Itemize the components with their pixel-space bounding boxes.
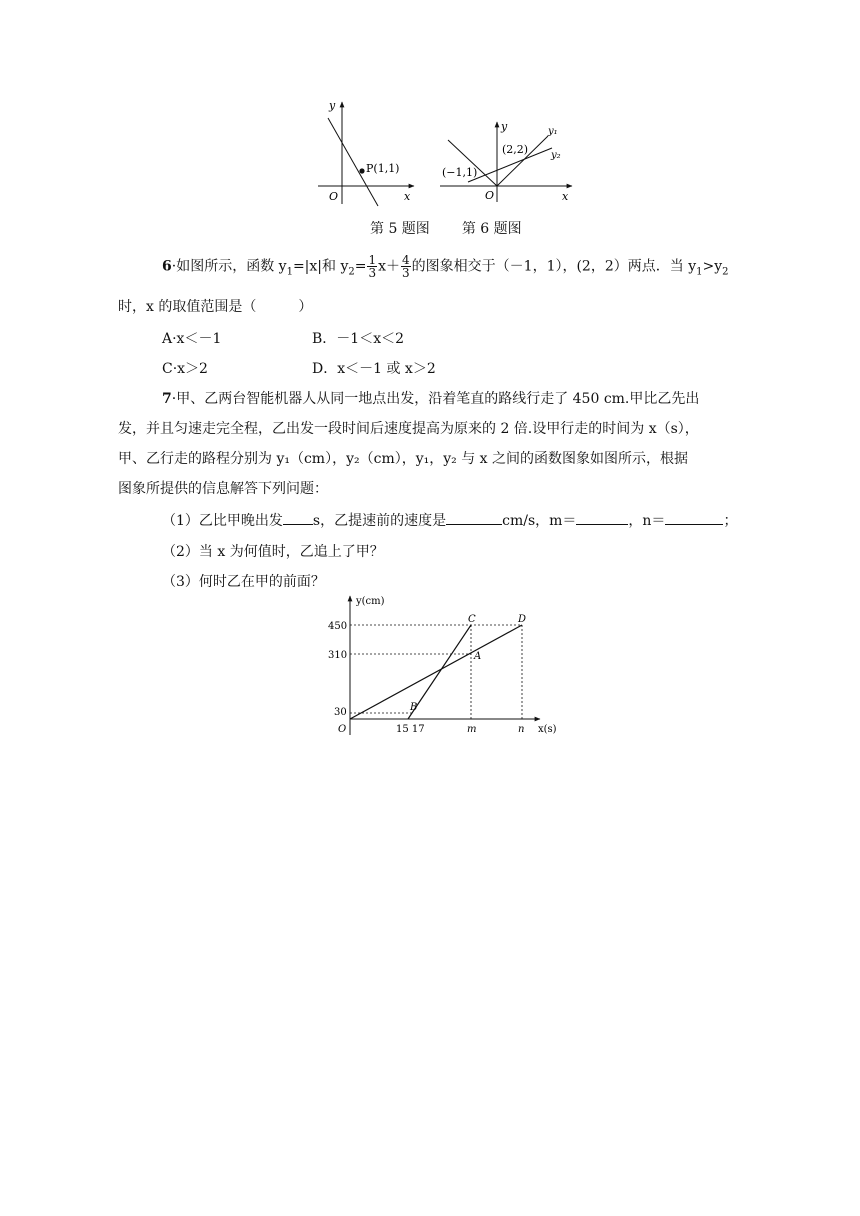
- fig7-tick-310: 310: [328, 650, 348, 661]
- fig7-line-yi: [408, 625, 471, 719]
- q7-stem-line1: 7·甲、乙两台智能机器人从同一地点出发，沿着笔直的路线行走了 450 cm.甲比乙先出: [162, 391, 700, 407]
- q6-fraction-2: $\frac{4}{3}$: [402, 253, 410, 280]
- fig6-y-label: y: [501, 120, 508, 133]
- q6-option-c: C·x＞2: [162, 361, 208, 377]
- q6-text-b: =|x|和 y: [292, 258, 349, 275]
- figure-7-graph: [328, 590, 560, 740]
- fig7-y-label: y(cm): [356, 596, 385, 607]
- answer-blank-1[interactable]: [283, 512, 313, 525]
- answer-blank-2[interactable]: [446, 512, 502, 525]
- answer-blank-4[interactable]: [665, 512, 723, 525]
- fig7-point-b: B: [410, 702, 418, 713]
- q6-option-a: A·x＜－1: [162, 331, 222, 347]
- q6-option-b: B．－1＜x＜2: [312, 331, 404, 347]
- fig7-tick-30: 30: [334, 707, 347, 718]
- q6-text-a: ·如图所示，函数 y: [171, 258, 287, 275]
- fig5-y-label: y: [329, 99, 336, 112]
- fig5-origin: O: [329, 190, 339, 203]
- fig7-point-d: D: [518, 614, 527, 625]
- fig7-line-jia: [350, 625, 522, 719]
- fig5-point-label: P(1,1): [366, 162, 400, 175]
- answer-blank-3[interactable]: [576, 512, 628, 525]
- fig6-point-b: (2,2): [502, 143, 529, 156]
- q6-stem: 6·如图所示，函数 $y_1=|x|$和 $y_2=$ $\frac{1}{3}$ x＋ $\frac{4}{3}$ 的图象相交于（－1，1），(2，2）两点．当 $y_1>y_2$: [162, 253, 729, 280]
- fig6-line-y1-left: [448, 140, 497, 186]
- q7-sub1: （1）乙比甲晚出发 s，乙提速前的速度是 cm/s，m＝ ，n＝ ；: [162, 513, 738, 529]
- figure-5-graph: [312, 98, 418, 210]
- fig7-x-label: x(s): [538, 724, 557, 735]
- fig6-origin: O: [485, 189, 495, 202]
- fig6-line1-label: y₁: [548, 126, 558, 137]
- figure-6-graph: [440, 120, 576, 204]
- q6-stem-line2: 时，x 的取值范围是（ ）: [118, 299, 313, 315]
- caption-fig5: 第 5 题图: [370, 221, 430, 237]
- q6-fraction-1: $\frac{1}{3}$: [368, 253, 377, 280]
- q7-number: 7: [162, 391, 172, 407]
- q6-option-d: D．x＜－1 或 x＞2: [312, 361, 436, 377]
- fig6-point-a: (−1,1): [442, 166, 478, 179]
- fig7-point-c: C: [468, 614, 476, 625]
- fig7-origin: O: [338, 724, 347, 735]
- fig7-tick-m: m: [467, 724, 477, 735]
- fig5-point-p: [359, 168, 364, 173]
- figure-captions: [370, 218, 522, 238]
- q7-stem-line3: 甲、乙行走的路程分别为 y₁（cm），y₂（cm），y₁，y₂ 与 x 之间的函数图象如图所示，根据: [118, 451, 689, 467]
- fig7-tick-n: n: [518, 724, 525, 735]
- q6-text-c: x＋: [378, 258, 401, 275]
- q6-number: 6: [162, 258, 172, 275]
- fig6-x-label: x: [562, 190, 569, 203]
- caption-fig6: 第 6 题图: [461, 221, 522, 237]
- fig6-line2-label: y₂: [551, 150, 561, 161]
- fig7-tick-15-17: 15 17: [396, 724, 425, 735]
- q7-sub2: （2）当 x 为何值时，乙追上了甲？: [162, 544, 384, 560]
- fig7-point-a: A: [474, 651, 482, 662]
- fig5-x-label: x: [404, 190, 411, 203]
- q7-stem-line2: 发，并且匀速走完全程，乙出发一段时间后速度提高为原来的 2 倍.设甲行走的时间为 x（s），: [118, 421, 699, 437]
- q7-sub3: （3）何时乙在甲的前面？: [162, 574, 325, 590]
- q7-stem-line4: 图象所提供的信息解答下列问题：: [118, 481, 328, 497]
- fig7-tick-450: 450: [328, 621, 348, 632]
- q6-text-d: 的图象相交于（－1，1），(2，2）两点．当 y: [411, 258, 697, 275]
